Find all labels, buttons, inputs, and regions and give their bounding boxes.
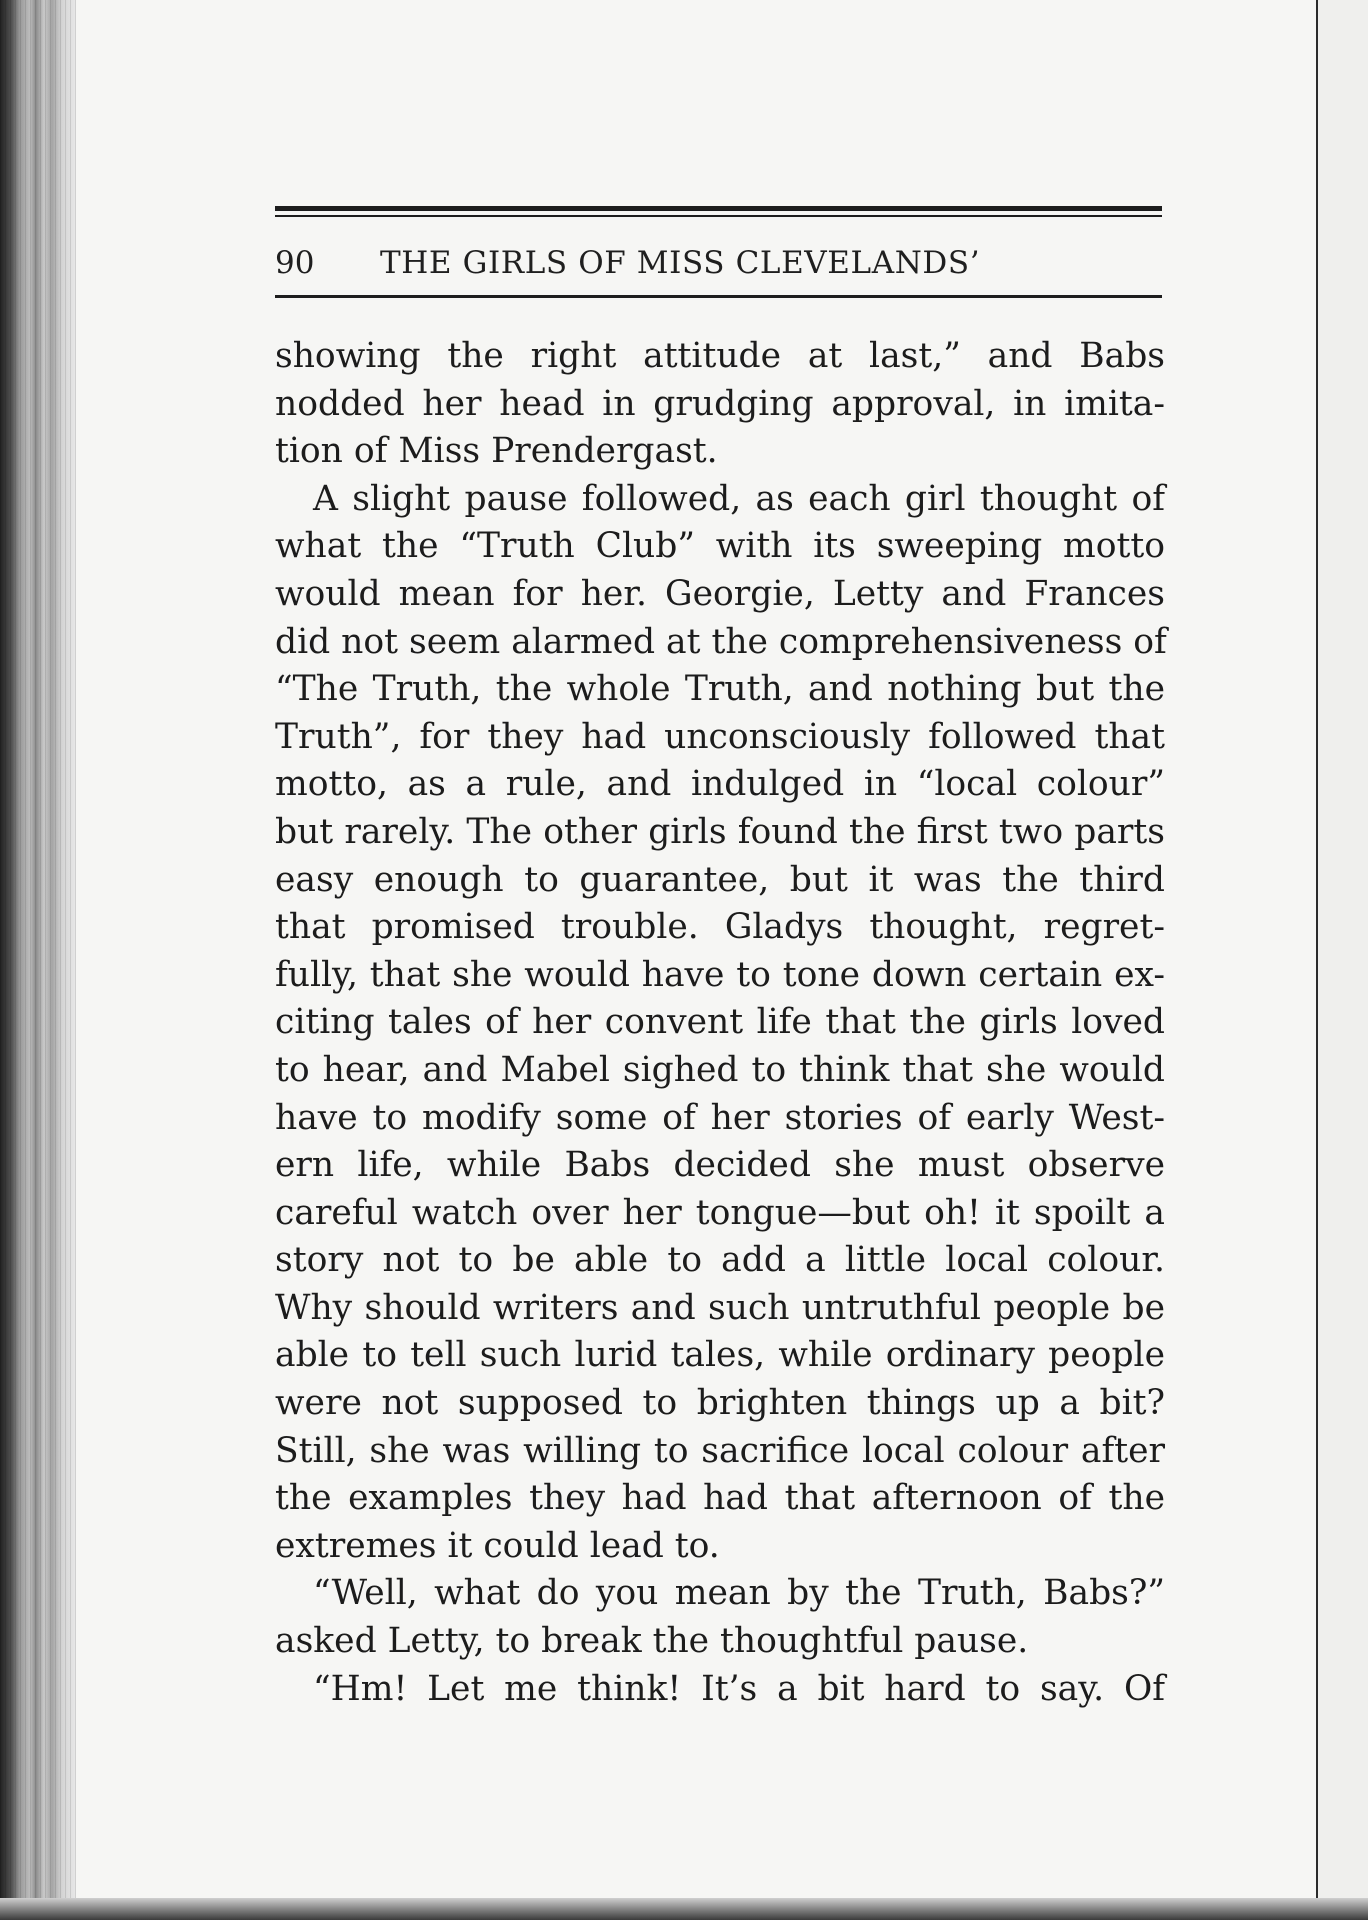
header-rule-bottom	[275, 295, 1162, 298]
text-line: able to tell such lurid tales, while ordinary people	[275, 1335, 1165, 1376]
page-bottom-shadow	[0, 1898, 1368, 1920]
text-line: Truth”, for they had unconsciously followed that	[275, 716, 1165, 757]
facing-page-edge	[1316, 0, 1368, 1920]
text-line: “Well, what do you mean by the Truth, Babs?”	[313, 1573, 1165, 1614]
text-line: asked Letty, to break the thoughtful pause.	[275, 1621, 1029, 1662]
running-header	[275, 238, 1162, 288]
text-line: Why should writers and such untruthful people be	[275, 1287, 1165, 1328]
text-line: did not seem alarmed at the comprehensiveness of	[275, 621, 1167, 662]
text-line: what the “Truth Club” with its sweeping motto	[275, 526, 1165, 567]
text-line: but rarely. The other girls found the first two parts	[275, 811, 1165, 852]
text-line: have to modify some of her stories of early West-	[275, 1097, 1165, 1138]
page-number: 90	[275, 245, 315, 281]
book-binding	[0, 0, 76, 1920]
header-rule-thin	[275, 215, 1162, 217]
text-line: motto, as a rule, and indulged in “local colour”	[275, 764, 1165, 805]
text-line: “The Truth, the whole Truth, and nothing but the	[275, 669, 1165, 710]
text-line: A slight pause followed, as each girl thought of	[313, 478, 1165, 519]
text-line: “Hm! Let me think! It’s a bit hard to say. Of	[313, 1668, 1165, 1709]
header-rule-thick	[275, 206, 1162, 211]
text-line: easy enough to guarantee, but it was the third	[275, 859, 1165, 900]
text-line: tion of Miss Prendergast.	[275, 431, 718, 472]
text-line: that promised trouble. Gladys thought, regret-	[275, 907, 1165, 948]
text-line: nodded her head in grudging approval, in imita-	[275, 383, 1165, 424]
text-line: showing the right attitude at last,” and Babs	[275, 336, 1165, 376]
running-title: THE GIRLS OF MISS CLEVELANDS’	[380, 245, 981, 281]
text-line: were not supposed to brighten things up a bit?	[275, 1383, 1165, 1424]
body-text	[275, 333, 1165, 1713]
text-line: ern life, while Babs decided she must observe	[275, 1145, 1165, 1186]
text-line: Still, she was willing to sacrifice local colour after	[275, 1430, 1165, 1471]
text-line: the examples they had had that afternoon of the	[275, 1478, 1165, 1519]
text-line: would mean for her. Georgie, Letty and Frances	[275, 573, 1165, 614]
text-line: story not to be able to add a little local colour.	[275, 1240, 1165, 1281]
text-line: fully, that she would have to tone down certain ex-	[275, 954, 1165, 995]
text-line: careful watch over her tongue—but oh! it spoilt a	[275, 1192, 1165, 1233]
text-line: to hear, and Mabel sighed to think that she would	[275, 1049, 1165, 1090]
text-line: citing tales of her convent life that the girls loved	[275, 1002, 1165, 1043]
text-line: extremes it could lead to.	[275, 1525, 720, 1566]
